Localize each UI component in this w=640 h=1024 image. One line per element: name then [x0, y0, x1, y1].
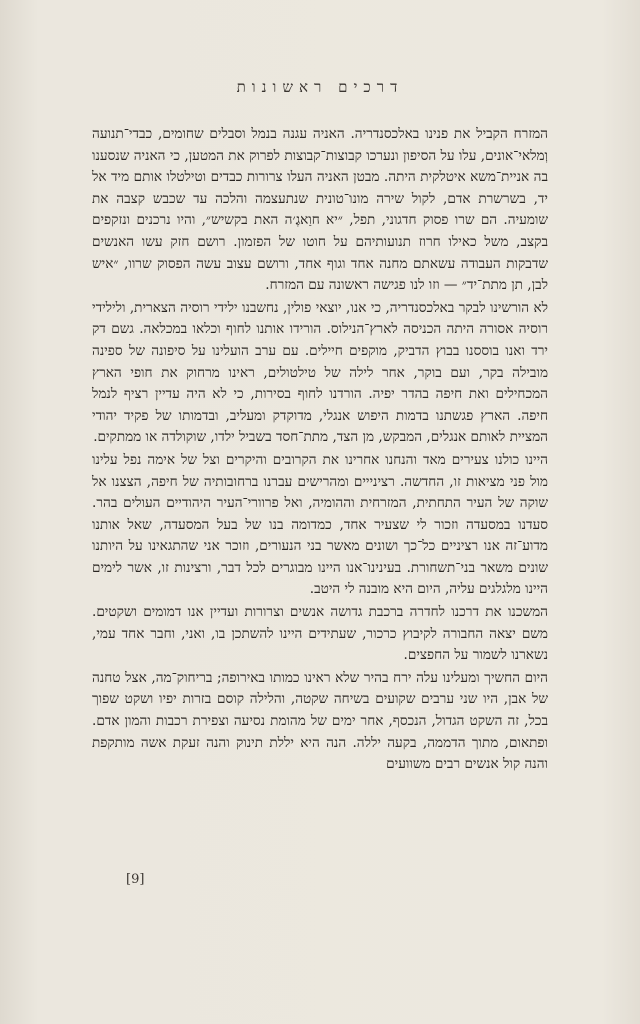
- paragraph-3: היינו כולנו צעירים מאד והנחנו אחרינו את הקרובים והיקרים וצל של אימה נפל עלינו מול פני מציאות זו, החדשה. רצינייים ומהרישים עברנו ברחובותיה של חיפה, הצצנו אל שוקה של העיר התחתית, המזרחית וההומיה, ואל פרוורי־העיר היהודיים העולים בהר. סעדנו במסעדה וזכור לי שצעיר אחד, כמדומה בנו של בעל המסעדה, שאל אותנו מדוע־זה אנו רציניים כל־כך ושונים מאשר בני הנעורים, וזוכר אני שהתגאינו על היותנו שונים משאר בני־תשחורת. בעינינו־אנו היינו מבוגרים לכל דבר, ורצינות זו, אשר לימים היינו מלגלגים עליה, היום היא מובנה לי היטב.: [92, 451, 548, 598]
- running-head: דרכים ראשונות: [236, 78, 404, 96]
- paragraph-4: המשכנו את דרכנו לחדרה ברכבת גדושה אנשים וצרורות ועדיין אנו דמומים ושקטים. משם יצאה החבורה לקיבוץ כרכור, שעתידים היינו להשתכן בו, ואני, וחבר אחד עמי, נשארנו לשמור על החפצים.: [92, 604, 548, 664]
- page-number: [9]: [126, 872, 145, 887]
- paragraph-2: לא הורשינו לבקר באלכסנדריה, כי אנו, יוצאי פולין, נחשבנו ילידי רוסיה הצארית, ולילידי רוסיה אסורה היתה הכניסה לארץ־הנילוס. הורידו אותנו לחוף וכלאו במכלאה. גשם דק ירד ואנו בוססנו בבוץ הדביק, מוקפים חיילים. עם ערב הועלינו על סיפונה של ספינה מובילה בקר, ועם בוקר, אחר לילה של טילטולים, ראינו מרחוק את חופי הארץ המכחילים ואת חיפה בהדר יפיה. הורדנו לחוף בסירות, כי לא היה עדיין רציף לנמל חיפה. הארץ פגשתנו בדמות היפוש אנגלי, מדוקדק ומעליב, ובדמותו של פקיד יהודי המציית לאותם אנגלים, המבקש, מן הצד, מתת־חסד בשביל ילדו, שוקולדה או ממתקים.: [92, 299, 548, 446]
- body-text: [92, 124, 548, 776]
- paragraph-5: היום החשיך ומעלינו עלה ירח בהיר שלא ראינו כמותו באירופה; בריחוק־מה, אצל טחנה של אבן, היו שני ערבים שקועים בשיחה שקטה, והלילה קוסם בזרות יפיו ושקט שפוך בכל, זה השקט הגדול, הנכסף, אחר ימים של מהומת נסיעה וצפירת רכבות והמון אדם. ופתאום, מתוך הדממה, בקעה יללה. הנה היא יללת תינוק והנה זעקת אשה מותקפת והנה קול אנשים רבים משוועים: [92, 669, 548, 773]
- paragraph-1: המזרח הקביל את פנינו באלכסנדריה. האניה עגנה בנמל וסבלים שחומים, כבדי־תנועה וְמלאי־אונים, עלו על הסיפון ונערכו קבוצות־קבוצות לפרוק את המטען, כי האניה שנסענו בה אניית־משא איטלקית היתה. מבטן האניה העלו צרורות כבדים וטילטלו אותם מיד אל יד, בשרשרת אדם, לקול שירה מונו־טונית שנתעצמה והלכה עד שכבש קצבה את שומעיה. הם שרו פסוק חדגוני, תפל, ״יא חוַאגֶ׳ה האת בקשיש״, והיו נרכנים ונזקפים בקצב, משל כאילו חרוז תנועותיהם על חוטו של הפזמון. רושם חזק עשו האנשים שדבקות העבודה עשאתם מחנה אחד וגוף אחד, ורושם עצוב עשה הפסוק שרוו, ״איש לבן, תן מתת־יד״ — וזו לנו פגישה ראשונה עם המזרח.: [92, 126, 548, 294]
